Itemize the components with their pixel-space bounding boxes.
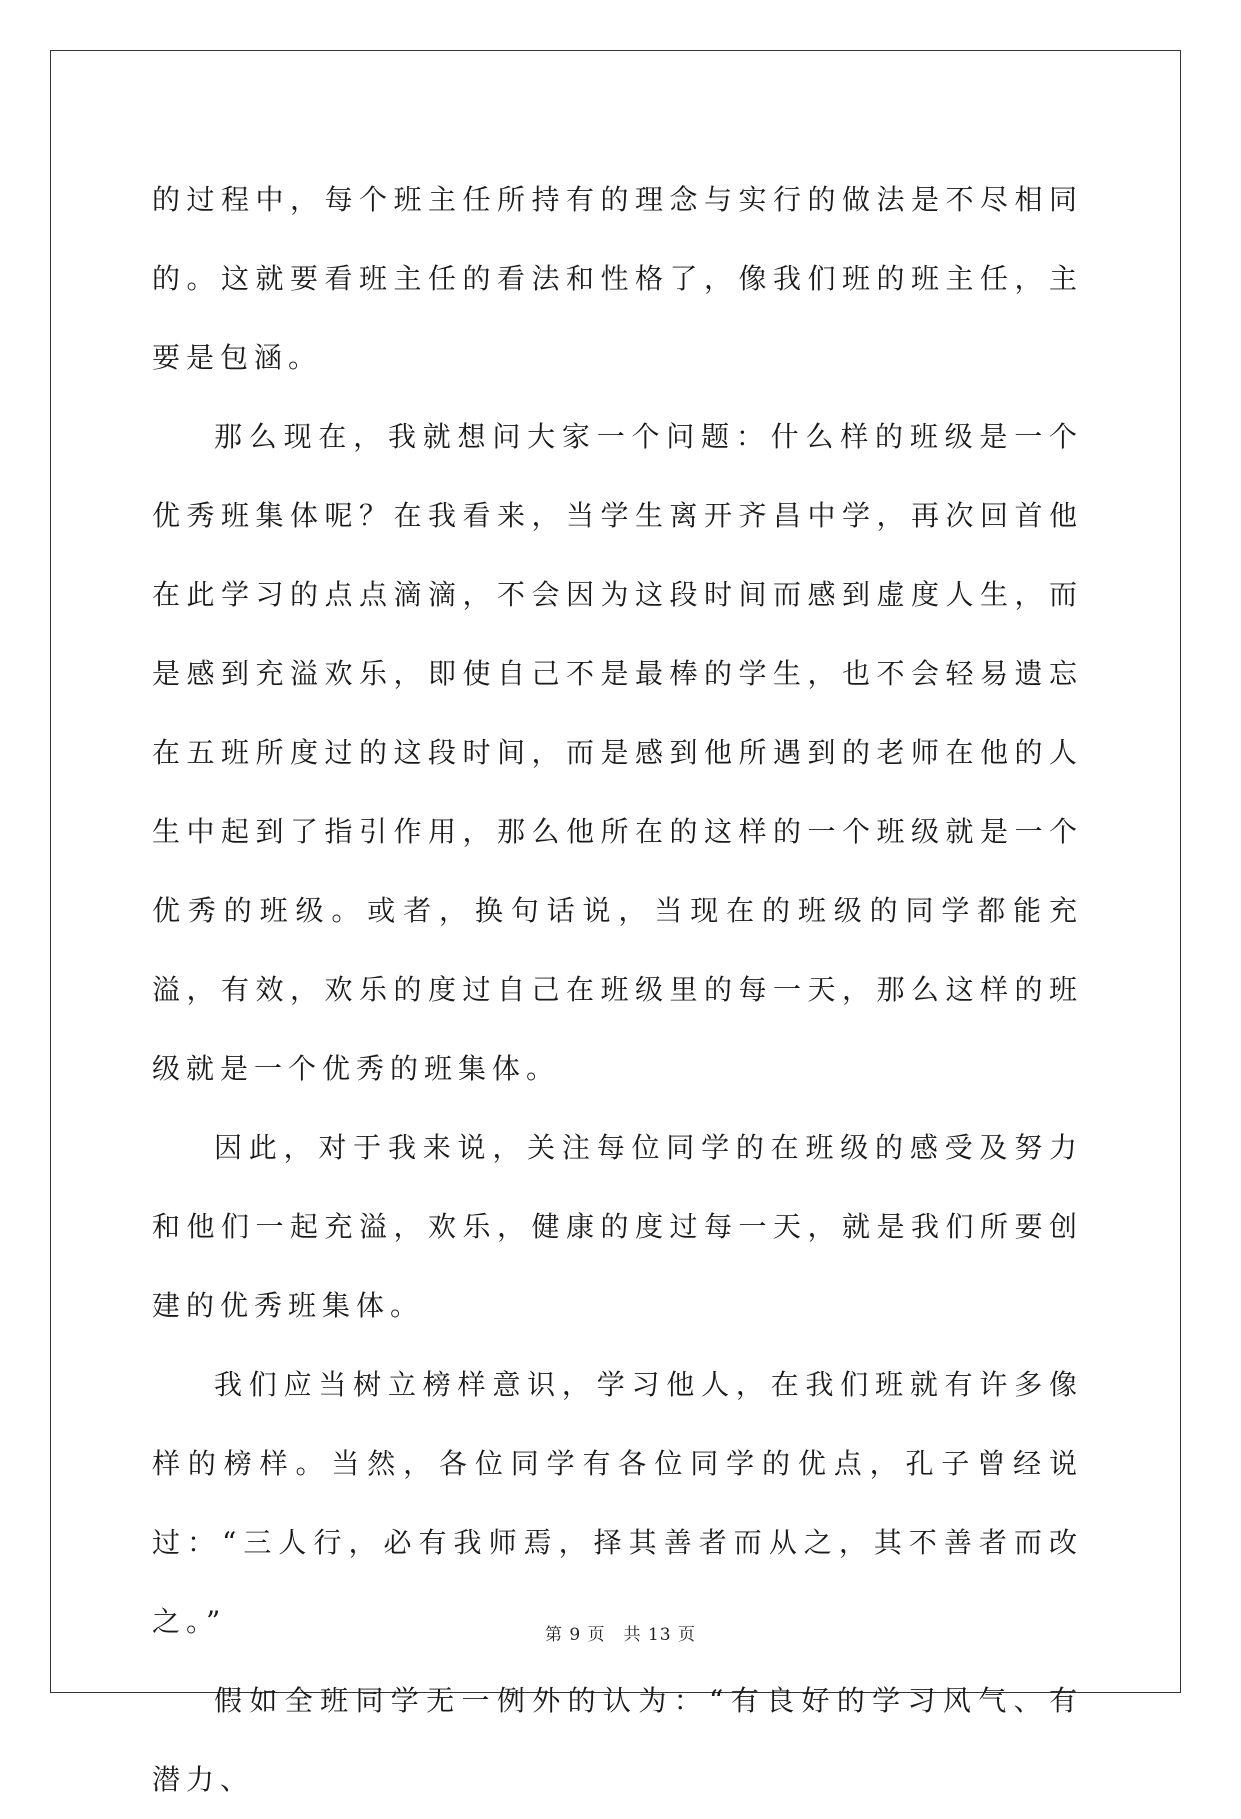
paragraph-5: 假如全班同学无一例外的认为：“有良好的学习风气、有潜力、 <box>152 1684 1083 1796</box>
document-body <box>152 160 1083 1819</box>
paragraph-2: 那么现在，我就想问大家一个问题：什么样的班级是一个优秀班集体呢？在我看来，当学生离开齐昌中学，再次回首他在此学习的点点滴滴，不会因为这段时间而感到虚度人生，而是感到充溢欢乐，即使自己不是最棒的学生，也不会轻易遗忘在五班所度过的这段时间，而是感到他所遇到的老师在他的人生中起到了指引作用，那么他所在的这样的一个班级就是一个优秀的班级。或者，换句话说，当现在的班级的同学都能充溢，有效，欢乐的度过自己在班级里的每一天，那么这样的班级就是一个优秀的班集体。 <box>152 420 1083 1085</box>
paragraph-3: 因此，对于我来说，关注每位同学的在班级的感受及努力和他们一起充溢，欢乐，健康的度过每一天，就是我们所要创建的优秀班集体。 <box>152 1131 1083 1322</box>
paragraph-1: 的过程中，每个班主任所持有的理念与实行的做法是不尽相同的。这就要看班主任的看法和性格了，像我们班的班主任，主要是包涵。 <box>152 183 1083 374</box>
paragraph-4: 我们应当树立榜样意识，学习他人，在我们班就有许多像样的榜样。当然，各位同学有各位同学的优点，孔子曾经说过：“三人行，必有我师焉，择其善者而从之，其不善者而改之。” <box>152 1368 1083 1638</box>
page-number-footer: 第 9 页 共 13 页 <box>544 1625 697 1645</box>
